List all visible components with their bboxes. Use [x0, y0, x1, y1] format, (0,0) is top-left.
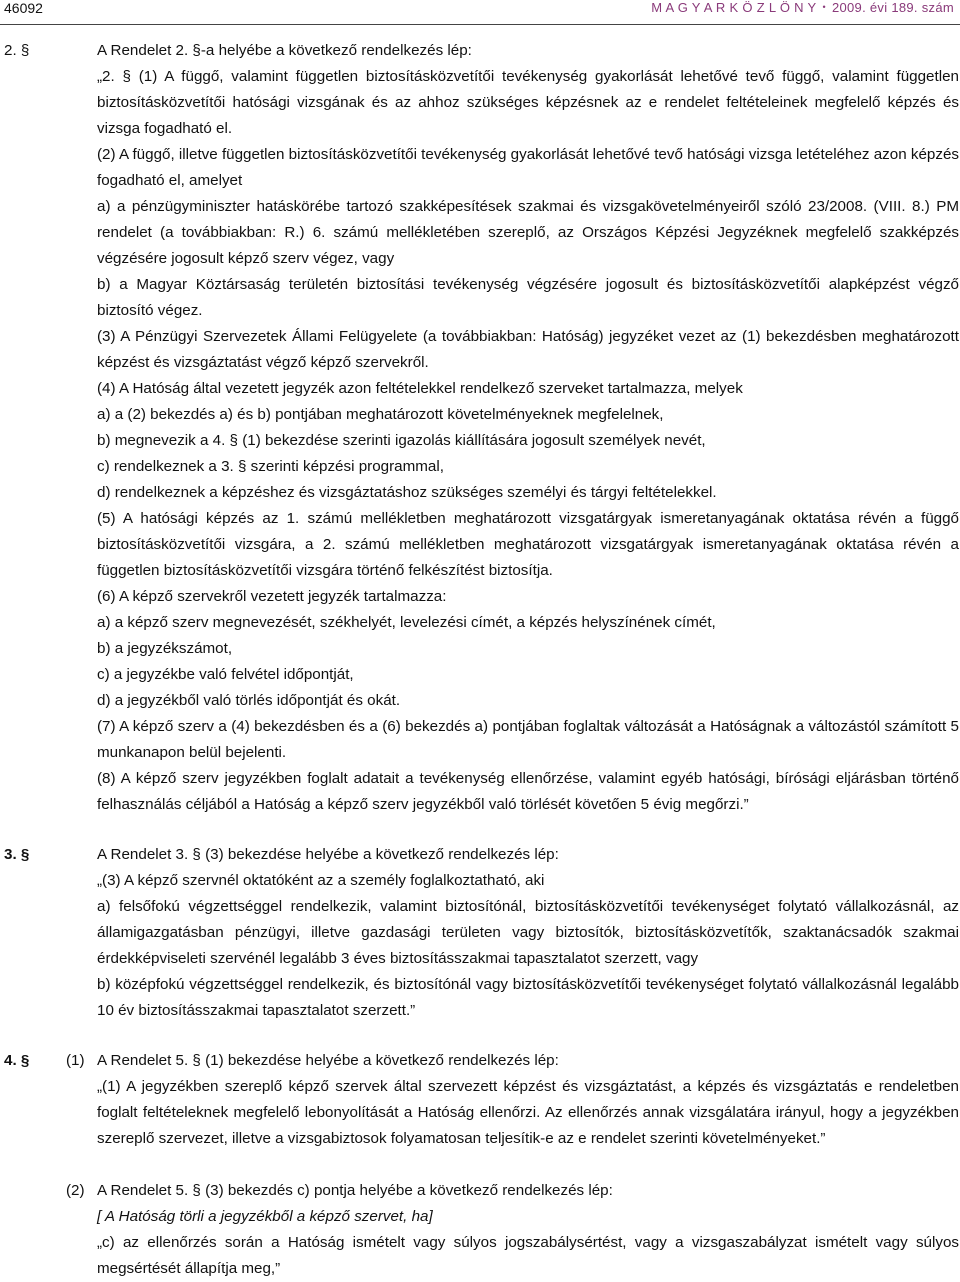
- section-2-intro: A Rendelet 2. §-a helyébe a következő rendelkezés lép:: [97, 42, 472, 59]
- section-2-para-6: (6) A képző szervekről vezetett jegyzék tartalmazza:: [97, 588, 447, 605]
- page-header: [0, 0, 960, 25]
- page-number: 46092: [4, 0, 43, 16]
- section-4-quote-2: „c) az ellenőrzés során a Hatóság ismételt vagy súlyos jogszabálysértést, vagy a vizsgaszabályzat ismételt vagy súlyos megsértését állapítja meg,”: [97, 1234, 959, 1277]
- section-3-para-1: „(3) A képző szervnél oktatóként az a személy foglalkoztatható, aki: [97, 872, 545, 889]
- section-2-para-7: (7) A képző szerv a (4) bekezdésben és a (6) bekezdés a) pontjában foglaltak változását a Hatóságnak a változástól számított 5 munkanapon belül bejelenti.: [97, 718, 959, 761]
- section-4-sub-1: (1): [66, 1052, 85, 1069]
- section-2-para-4b: b) megnevezik a 4. § (1) bekezdése szerinti igazolás kiállítására jogosult személyek nevét,: [97, 432, 706, 449]
- section-2-para-6b: b) a jegyzékszámot,: [97, 640, 233, 657]
- section-2-para-6d: d) a jegyzékből való törlés időpontját és okát.: [97, 692, 401, 709]
- section-2-para-4d: d) rendelkeznek a képzéshez és vizsgáztatáshoz szükséges személyi és tárgyi feltételekkel.: [97, 484, 717, 501]
- section-2-para-5: (5) A hatósági képzés az 1. számú mellékletben meghatározott vizsgatárgyak ismeretanyagának oktatása révén a függő biztosításközvetítői vizsgára, a 2. számú mellékletben meghatározott vizsgatárgyak ismeretanyagának oktatása révén a független biztosításközvetítői vizsgára történő felkészítést biztosítja.: [97, 510, 959, 579]
- section-4-sub-2: (2): [66, 1182, 85, 1199]
- section-2-para-4: (4) A Hatóság által vezetett jegyzék azon feltételekkel rendelkező szerveket tartalmazza, melyek: [97, 380, 743, 397]
- section-3-number: 3. §: [4, 846, 30, 863]
- journal-name: M A G Y A R K Ö Z L Ö N Y: [651, 0, 817, 15]
- section-2-para-4c: c) rendelkeznek a 3. § szerinti képzési programmal,: [97, 458, 444, 475]
- section-3-para-a: a) felsőfokú végzettséggel rendelkezik, valamint biztosítónál, biztosításközvetítői tevékenységet folytató vállalkozásnál, az államigazgatásban pénzügyi, illetve gazdasági területen vagy biztosítók, biztosításközvetítők, szaktanácsadók szakmai érdekképviseleti szervénél legalább 3 éves biztosításszakmai tapasztalatot szerzett, vagy: [97, 898, 959, 967]
- bullet-icon: •: [822, 2, 826, 12]
- section-2-para-4a: a) a (2) bekezdés a) és b) pontjában meghatározott követelményeknek megfelelnek,: [97, 406, 664, 423]
- section-3-para-b: b) középfokú végzettséggel rendelkezik, és biztosítónál vagy biztosításközvetítői tevékenységet folytató vállalkozásnál legalább 10 év biztosításszakmai tapasztalatot szerzett.”: [97, 976, 959, 1019]
- section-3-intro: A Rendelet 3. § (3) bekezdése helyébe a következő rendelkezés lép:: [97, 846, 559, 863]
- section-2-para-2a: a) a pénzügyminiszter hatáskörébe tartozó szakképesítések szakmai és vizsgakövetelményeiről szóló 23/2008. (VIII. 8.) PM rendelet (a továbbiakban: R.) 6. számú mellékletében szereplő, az Országos Képzési Jegyzéknek megfelelő szakképzés végzésére jogosult képző szerv végez, vagy: [97, 198, 959, 267]
- section-2-para-2b: b) a Magyar Köztársaság területén biztosítási tevékenység végzésére jogosult és biztosításközvetítői alapképzést végző biztosító végez.: [97, 276, 959, 319]
- section-2-para-1: „2. § (1) A függő, valamint független biztosításközvetítői tevékenység gyakorlását lehetővé tevő függő, valamint független biztosításközvetítői hatósági vizsgának és az ahhoz szükséges képzésnek az e rendelet feltételeinek megfelelő képzés és vizsga fogadható el.: [97, 68, 959, 137]
- section-4-number: 4. §: [4, 1052, 30, 1069]
- issue-label: 2009. évi 189. szám: [831, 0, 954, 15]
- section-2-para-3: (3) A Pénzügyi Szervezetek Állami Felügyelete (a továbbiakban: Hatóság) jegyzéket vezet az (1) bekezdésben meghatározott képzést és vizsgáztatást végző képző szervekről.: [97, 328, 959, 371]
- section-2-number: 2. §: [4, 42, 30, 59]
- section-2-para-8: (8) A képző szerv jegyzékben foglalt adatait a tevékenység ellenőrzése, valamint egyéb hatósági, bírósági eljárásban történő felhasználás céljából a Hatóság a képző szerv jegyzékből való törlését követően 5 évig megőrzi.”: [97, 770, 959, 813]
- section-2-para-2: (2) A függő, illetve független biztosításközvetítői tevékenység gyakorlását lehetővé tevő hatósági vizsga letételéhez azon képzés fogadható el, amelyet: [97, 146, 959, 189]
- section-2-para-6c: c) a jegyzékbe való felvétel időpontját,: [97, 666, 354, 683]
- section-4-italic-note: [ A Hatóság törli a jegyzékből a képző szervet, ha]: [97, 1208, 433, 1225]
- section-4-intro-1: A Rendelet 5. § (1) bekezdése helyébe a következő rendelkezés lép:: [97, 1052, 559, 1069]
- journal-title: [651, 0, 954, 15]
- section-4-quote-1: „(1) A jegyzékben szereplő képző szervek által szervezett képzést és vizsgáztatást, a képzés és vizsgáztatás e rendeletben foglalt feltételeknek megfelelő lebonyolítását a Hatóság ellenőrzi. Az ellenőrzés annak vizsgálatára irányul, hogy a jegyzékben szereplő szervezet, illetve a vizsgabiztosok folyamatosan teljesítik-e az e rendelet szerinti követelményeket.”: [97, 1078, 959, 1147]
- section-4-intro-2: A Rendelet 5. § (3) bekezdés c) pontja helyébe a következő rendelkezés lép:: [97, 1182, 613, 1199]
- section-2-para-6a: a) a képző szerv megnevezését, székhelyét, levelezési címét, a képzés helyszínének címét,: [97, 614, 716, 631]
